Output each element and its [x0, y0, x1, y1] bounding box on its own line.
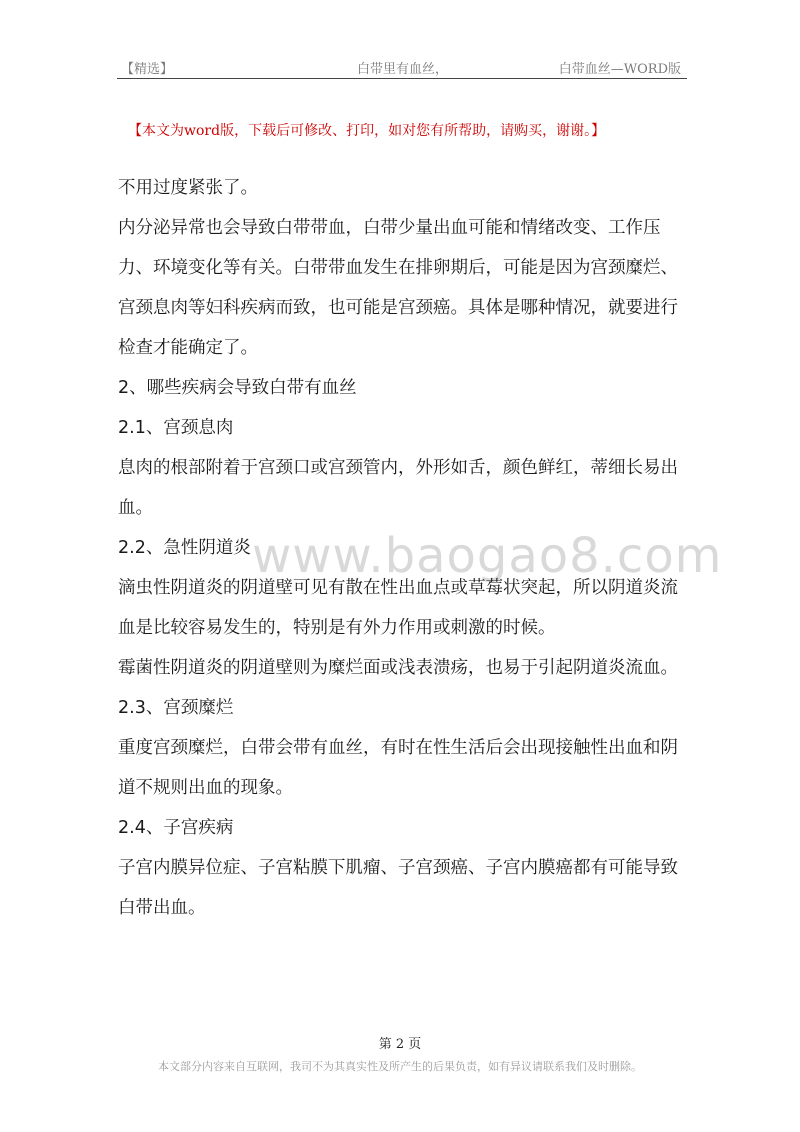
- subsection-heading: 2.2、急性阴道炎: [118, 538, 251, 558]
- subsection-heading: 2.3、宫颈糜烂: [118, 698, 234, 718]
- section-heading: 2、哪些疾病会导致白带有血丝: [118, 378, 357, 398]
- paragraph: 内分泌异常也会导致白带带血，白带少量出血可能和情绪改变、工作压力、环境变化等有关。白带带血发生在排卵期后，可能是因为宫颈糜烂、宫颈息肉等妇科疾病而致，也可能是宫颈癌。具体是哪种情况，就要进行检查才能确定了。: [118, 218, 678, 358]
- header-left-label: 【精选】: [121, 62, 174, 77]
- footer-disclaimer: 本文部分内容来自互联网，我司不为其真实性及所产生的后果负责，如有异议请联系我们及时删除。: [158, 1060, 642, 1073]
- document-body: [118, 168, 693, 928]
- page-number: 第 2 页: [378, 1037, 422, 1052]
- watermark-text: www.baogao8.com: [252, 528, 723, 584]
- header-center-title: 白带里有血丝，: [357, 62, 449, 77]
- paragraph: 重度宫颈糜烂，白带会带有血丝，有时在性生活后会出现接触性出血和阴道不规则出血的现象。: [118, 738, 678, 798]
- paragraph: 子宫内膜异位症、子宫粘膜下肌瘤、子宫颈癌、子宫内膜癌都有可能导致白带出血。: [118, 858, 678, 918]
- paragraph: 霉菌性阴道炎的阴道壁则为糜烂面或浅表溃疡，也易于引起阴道炎流血。: [118, 658, 678, 678]
- paragraph: 不用过度紧张了。: [118, 178, 258, 198]
- download-notice: 【本文为word版，下载后可修改、打印，如对您有所帮助，请购买，谢谢。】: [128, 123, 606, 139]
- page-header: [117, 56, 687, 79]
- paragraph: 息肉的根部附着于宫颈口或宫颈管内，外形如舌，颜色鲜红，蒂细长易出血。: [118, 458, 678, 518]
- subsection-heading: 2.1、宫颈息肉: [118, 418, 234, 438]
- header-right-label: 白带血丝—WORD版: [558, 62, 681, 77]
- subsection-heading: 2.4、子宫疾病: [118, 818, 234, 838]
- paragraph: 滴虫性阴道炎的阴道壁可见有散在性出血点或草莓状突起，所以阴道炎流血是比较容易发生的，特别是有外力作用或刺激的时候。: [118, 578, 678, 638]
